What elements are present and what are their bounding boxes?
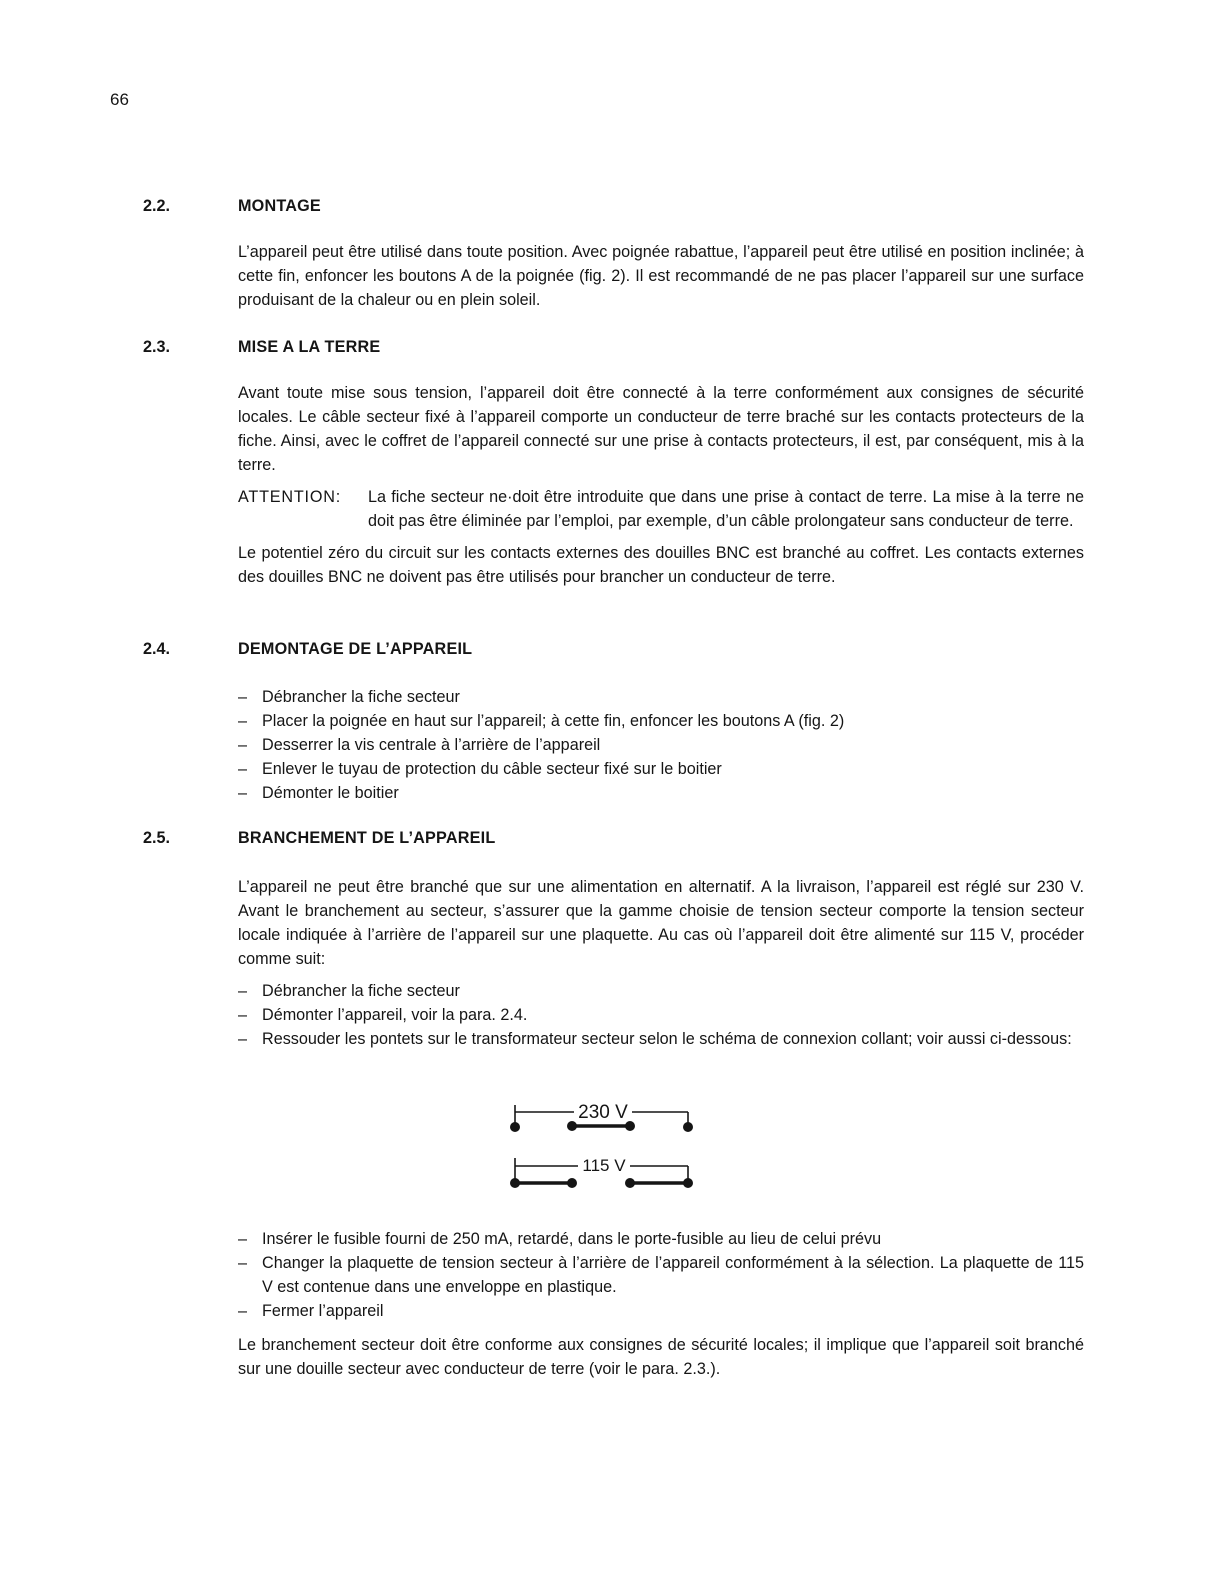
dash-list bbox=[238, 979, 1084, 1051]
page-number: 66 bbox=[110, 90, 129, 109]
diagram-terminal bbox=[683, 1178, 693, 1188]
section-number: 2.2. bbox=[143, 197, 171, 215]
section-title: MONTAGE bbox=[238, 197, 321, 215]
dash-list bbox=[238, 685, 1084, 805]
list-item: – Placer la poignée en haut sur l’appareil; à cette fin, enfoncer les boutons A (fig. 2) bbox=[238, 712, 845, 730]
section-number: 2.5. bbox=[143, 829, 171, 847]
attention-label: ATTENTION: bbox=[238, 488, 342, 506]
paragraph: Avant toute mise sous tension, l’appareil doit être connecté à la terre conformément aux consignes de sécurité locales. Le câble secteur fixé à l’appareil comporte un conducteur de terre braché sur les contacts protecteurs de la fiche. Ainsi, avec le coffret de l’appareil connecté sur une prise à contacts protecteurs, il est, par conséquent, mis à la terre. bbox=[238, 384, 1084, 474]
list-item: – Débrancher la fiche secteur bbox=[238, 688, 460, 706]
paragraph: Le branchement secteur doit être conforme aux consignes de sécurité locales; il implique que l’appareil soit branché sur une douille secteur avec conducteur de terre (voir le para. 2.3.). bbox=[238, 1336, 1084, 1378]
list-item: – Débrancher la fiche secteur bbox=[238, 982, 460, 1000]
section-title: DEMONTAGE DE L’APPAREIL bbox=[238, 640, 473, 658]
list-item: – Fermer l’appareil bbox=[238, 1302, 384, 1320]
diagram-terminal bbox=[510, 1178, 520, 1188]
attention-note bbox=[238, 485, 1084, 533]
attention-text: La fiche secteur ne·doit être introduite que dans une prise à contact de terre. La mise à la terre ne doit pas être éliminée par l’emploi, par exemple, d’un câble prolongateur sans conducteur de terre. bbox=[368, 488, 1084, 530]
label-115v: 115 V bbox=[582, 1156, 626, 1175]
list-item: – Enlever le tuyau de protection du câble secteur fixé sur le boitier bbox=[238, 760, 722, 778]
list-item: – Desserrer la vis centrale à l’arrière de l’appareil bbox=[238, 736, 601, 754]
paragraph: L’appareil peut être utilisé dans toute position. Avec poignée rabattue, l’appareil peut être utilisé en position inclinée; à cette fin, enfoncer les boutons A de la poignée (fig. 2). Il est recommandé de ne pas placer l’appareil sur une surface produisant de la chaleur ou en plein soleil. bbox=[238, 243, 1084, 309]
connection-diagram bbox=[506, 1095, 706, 1195]
section-title: MISE A LA TERRE bbox=[238, 338, 381, 356]
list-item: – Démonter l’appareil, voir la para. 2.4. bbox=[238, 1006, 528, 1024]
section-number: 2.3. bbox=[143, 338, 171, 356]
diagram-terminal bbox=[625, 1178, 635, 1188]
diagram-terminal bbox=[683, 1122, 693, 1132]
list-item: – Changer la plaquette de tension secteur à l’arrière de l’appareil conformément à la sélection. La plaquette de 115 V est contenue dans une enveloppe en plastique. bbox=[238, 1254, 1084, 1296]
paragraph: Le potentiel zéro du circuit sur les contacts externes des douilles BNC est branché au coffret. Les contacts externes des douilles BNC ne doivent pas être utilisés pour brancher un conducteur de terre. bbox=[238, 544, 1084, 586]
diagram-terminal bbox=[567, 1178, 577, 1188]
list-item: – Insérer le fusible fourni de 250 mA, retardé, dans le porte-fusible au lieu de celui prévu bbox=[238, 1230, 882, 1248]
section-title: BRANCHEMENT DE L’APPAREIL bbox=[238, 829, 496, 847]
list-item: – Ressouder les pontets sur le transformateur secteur selon le schéma de connexion collant; voir aussi ci-dessous: bbox=[238, 1030, 1072, 1048]
label-230v: 230 V bbox=[578, 1102, 628, 1123]
diagram-terminal bbox=[567, 1121, 577, 1131]
list-item: – Démonter le boitier bbox=[238, 784, 399, 802]
dash-list bbox=[238, 1227, 1084, 1323]
paragraph: L’appareil ne peut être branché que sur une alimentation en alternatif. A la livraison, l’appareil est réglé sur 230 V. Avant le branchement au secteur, s’assurer que la gamme choisie de tension secteur comporte la tension secteur locale indiquée à l’arrière de l’appareil sur une plaquette. Au cas où l’appareil doit être alimenté sur 115 V, procéder comme suit: bbox=[238, 878, 1084, 968]
section-number: 2.4. bbox=[143, 640, 171, 658]
diagram-terminal bbox=[510, 1122, 520, 1132]
